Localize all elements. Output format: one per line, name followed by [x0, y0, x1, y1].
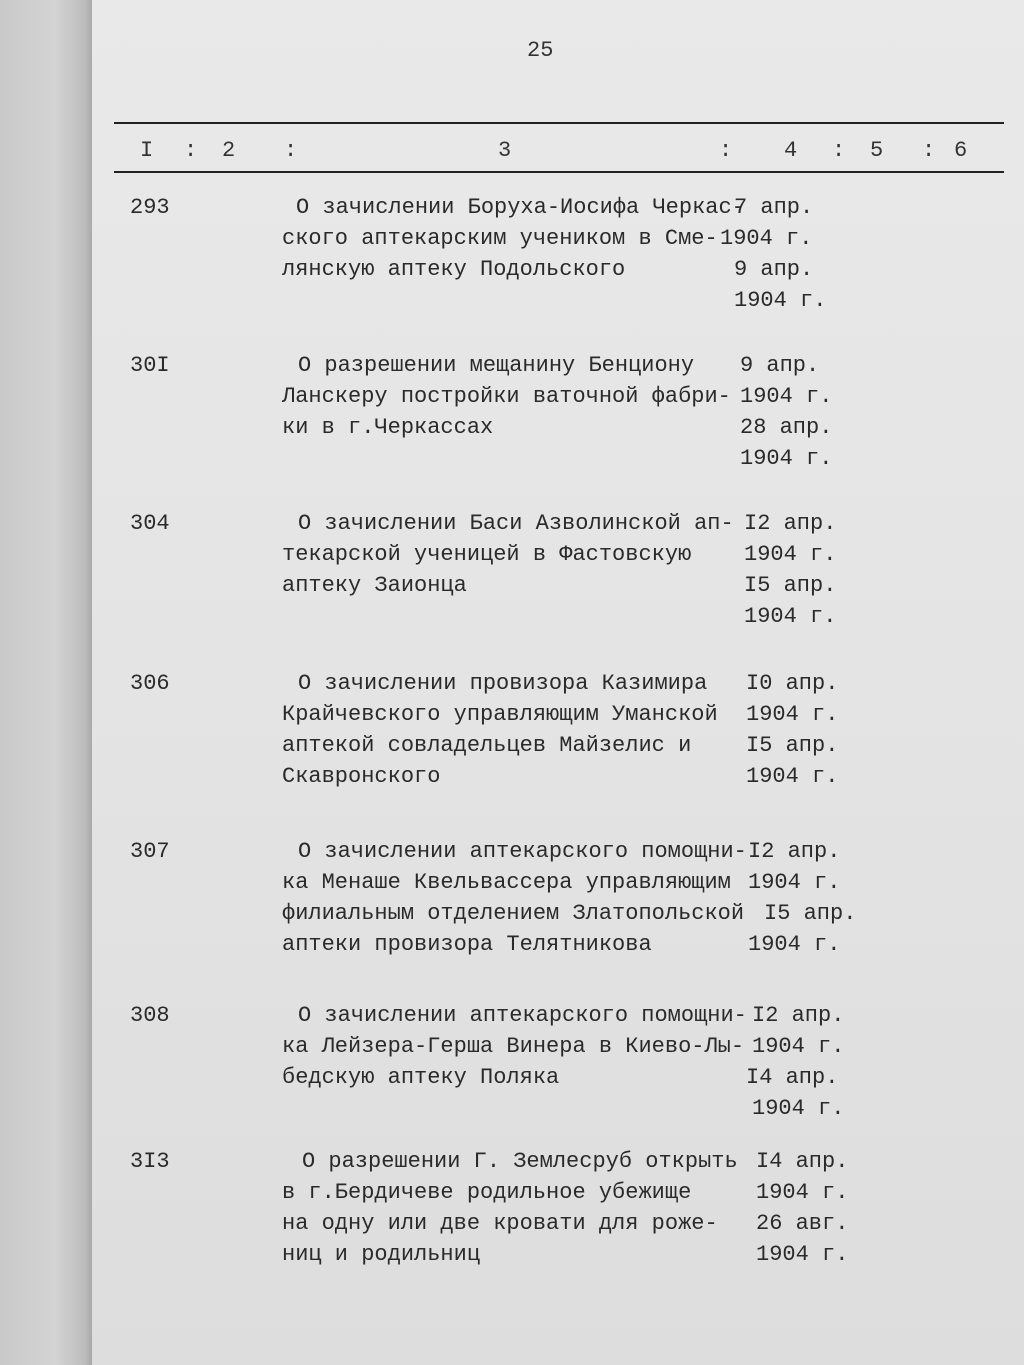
column-header-sep: :: [922, 138, 936, 163]
entry-dates: [746, 668, 896, 792]
date-line: 26 авг.: [756, 1211, 849, 1236]
date-line: I5 апр.: [746, 733, 839, 758]
column-header-sep: :: [284, 138, 298, 163]
entry-description: [282, 668, 752, 792]
description-line: О разрешении мещанину Бенциону: [298, 353, 695, 378]
entry-dates: [720, 192, 884, 316]
entry-number: 307: [130, 839, 170, 864]
description-line: О зачислении Боруха-Иосифа Черкас-: [296, 195, 745, 220]
description-line: ка Менаше Квельвассера управляющим: [282, 870, 731, 895]
date-line: I2 апр.: [748, 839, 841, 864]
entry-number: 304: [130, 511, 170, 536]
date-line: I4 апр.: [756, 1149, 849, 1174]
entry-description: [282, 350, 752, 443]
date-line: 1904 г.: [744, 604, 837, 629]
entry-description: [282, 836, 752, 960]
column-header-4: 4: [784, 138, 798, 163]
description-line: Ланскеру постройки ваточной фабри-: [282, 384, 731, 409]
date-line: I4 апр.: [746, 1065, 839, 1090]
date-line: 1904 г.: [748, 932, 841, 957]
description-line: ка Лейзера-Герша Винера в Киево-Лы-: [282, 1034, 745, 1059]
entry-dates: [740, 350, 890, 474]
date-line: 1904 г.: [748, 870, 841, 895]
page-number: 25: [527, 38, 554, 63]
date-line: I2 апр.: [752, 1003, 845, 1028]
date-line: I0 апр.: [746, 671, 839, 696]
description-line: филиальным отделением Златопольской: [282, 901, 745, 926]
column-header-sep: :: [832, 138, 846, 163]
date-line: 1904 г.: [720, 226, 813, 251]
entry-dates: [746, 1000, 902, 1124]
date-line: 1904 г.: [756, 1180, 849, 1205]
description-line: ки в г.Черкассах: [282, 415, 494, 440]
entry-number: 306: [130, 671, 170, 696]
description-line: на одну или две кровати для роже-: [282, 1211, 718, 1236]
date-line: 1904 г.: [746, 702, 839, 727]
date-line: 1904 г.: [746, 764, 839, 789]
column-header-1: I: [140, 138, 154, 163]
description-line: в г.Бердичеве родильное убежище: [282, 1180, 692, 1205]
column-header-5: 5: [870, 138, 884, 163]
column-header: [114, 138, 1004, 168]
date-line: 1904 г.: [752, 1034, 845, 1059]
binding-gutter: [0, 0, 92, 1365]
column-header-2: 2: [222, 138, 236, 163]
entry-number: 30I: [130, 353, 170, 378]
date-line: 1904 г.: [734, 288, 827, 313]
date-line: I5 апр.: [744, 573, 837, 598]
description-line: Скавронского: [282, 764, 441, 789]
date-line: 1904 г.: [740, 384, 833, 409]
entry-dates: [756, 1146, 906, 1270]
column-header-sep: :: [719, 138, 733, 163]
entry-number: 3I3: [130, 1149, 170, 1174]
description-line: лянскую аптеку Подольского: [282, 257, 626, 282]
entry-description: [282, 1146, 752, 1270]
description-line: О зачислении аптекарского помощни-: [298, 839, 747, 864]
entry-description: [282, 508, 752, 601]
date-line: 9 апр.: [734, 257, 814, 282]
date-line: I5 апр.: [764, 901, 857, 926]
date-line: 9 апр.: [740, 353, 820, 378]
date-line: 1904 г.: [744, 542, 837, 567]
description-line: ниц и родильниц: [282, 1242, 481, 1267]
column-header-3: 3: [498, 138, 512, 163]
column-header-6: 6: [954, 138, 968, 163]
description-line: текарской ученицей в Фастовскую: [282, 542, 692, 567]
description-line: бедскую аптеку Поляка: [282, 1065, 560, 1090]
entry-dates: [748, 836, 898, 960]
description-line: Крайчевского управляющим Уманской: [282, 702, 718, 727]
date-line: I2 апр.: [744, 511, 837, 536]
header-rule-bottom: [114, 171, 1004, 173]
entry-description: [282, 1000, 752, 1093]
description-line: О разрешении Г. Землесруб открыть: [302, 1149, 738, 1174]
entry-number: 293: [130, 195, 170, 220]
entry-description: [282, 192, 752, 285]
description-line: О зачислении провизора Казимира: [298, 671, 708, 696]
column-header-sep: :: [184, 138, 198, 163]
date-line: 7 апр.: [734, 195, 814, 220]
description-line: ского аптекарским учеником в Сме-: [282, 226, 718, 251]
date-line: 28 апр.: [740, 415, 833, 440]
description-line: аптеки провизора Телятникова: [282, 932, 652, 957]
description-line: аптекой совладельцев Майзелис и: [282, 733, 692, 758]
entry-number: 308: [130, 1003, 170, 1028]
description-line: аптеку Заионца: [282, 573, 467, 598]
date-line: 1904 г.: [752, 1096, 845, 1121]
description-line: О зачислении Баси Азволинской ап-: [298, 511, 734, 536]
entry-dates: [744, 508, 894, 632]
header-rule-top: [114, 122, 1004, 124]
description-line: О зачислении аптекарского помощни-: [298, 1003, 747, 1028]
date-line: 1904 г.: [740, 446, 833, 471]
date-line: 1904 г.: [756, 1242, 849, 1267]
